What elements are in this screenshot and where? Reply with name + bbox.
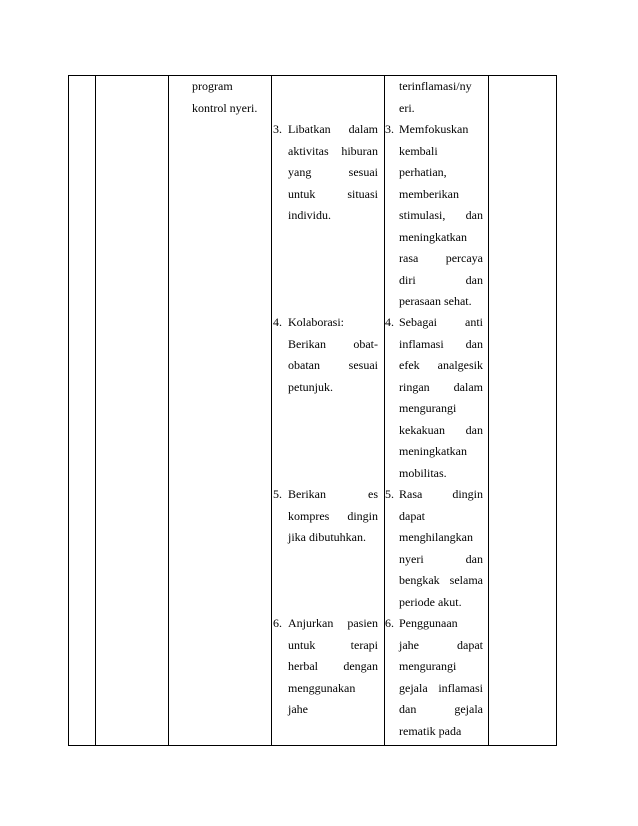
rationale-text-line: gejala inflamasi <box>399 680 483 695</box>
table-col-border <box>68 75 69 746</box>
goal-text-line: program <box>192 79 233 93</box>
rationale-text-line: meningkatkan <box>399 444 467 458</box>
rationale-text-line: meningkatkan <box>399 229 467 244</box>
intervention-text-line: Anjurkan pasien <box>288 616 378 630</box>
rationale-text-line: stimulasi, dan <box>399 208 483 222</box>
table-col-border <box>556 75 557 746</box>
table-col-border <box>488 75 489 746</box>
rationale-text-line: Sebagai anti <box>399 315 483 329</box>
table-col-border <box>271 75 272 746</box>
rationale-text-line: efek analgesik <box>399 358 483 372</box>
rationale-text-line: menghilangkan <box>399 530 473 544</box>
rationale-number: 6. <box>385 616 394 630</box>
table-bottom-border <box>68 745 557 746</box>
intervention-text-line: Berikan es <box>288 487 378 501</box>
intervention-text-line: aktivitas hiburan <box>288 143 378 158</box>
intervention-number: 5. <box>273 487 282 501</box>
intervention-text-line: untuk situasi <box>288 186 378 201</box>
rationale-text-line: memberikan <box>399 186 459 201</box>
intervention-number: 6. <box>273 616 282 630</box>
table-col-border <box>168 75 169 746</box>
intervention-text-line: untuk terapi <box>288 637 378 652</box>
intervention-text-line: kompres dingin <box>288 508 378 523</box>
table-col-border <box>95 75 96 746</box>
intervention-text-line: Libatkan dalam <box>288 122 378 136</box>
rationale-text-line: Rasa dingin <box>399 487 483 501</box>
rationale-text-line: ringan dalam <box>399 379 483 394</box>
rationale-text-line: jahe dapat <box>399 637 483 652</box>
rationale-text-line: rematik pada <box>399 723 462 738</box>
intervention-text-line: jika dibutuhkan. <box>288 530 366 544</box>
intervention-text-line: individu. <box>288 208 332 222</box>
intervention-text-line: herbal dengan <box>288 659 378 673</box>
rationale-text-line: dapat <box>399 508 425 523</box>
rationale-text-line: Memfokuskan <box>399 122 469 136</box>
goal-text-line: kontrol nyeri. <box>192 100 258 115</box>
rationale-text-line: inflamasi dan <box>399 336 483 351</box>
intervention-text-line: Kolaborasi: <box>288 315 344 329</box>
rationale-text-line: periode akut. <box>399 594 462 609</box>
rationale-text-line: bengkak selama <box>399 573 483 587</box>
intervention-text-line: menggunakan <box>288 680 356 695</box>
rationale-text-line: dan gejala <box>399 702 483 716</box>
rationale-text-line: perhatian, <box>399 165 447 179</box>
rationale-text-line: mobilitas. <box>399 465 447 480</box>
rationale-text-line: eri. <box>399 100 415 115</box>
rationale-text-line: mengurangi <box>399 401 457 415</box>
rationale-text-line: Penggunaan <box>399 616 458 630</box>
intervention-text-line: Berikan obat- <box>288 336 378 351</box>
intervention-number: 4. <box>273 315 282 329</box>
rationale-text-line: kekakuan dan <box>399 422 483 437</box>
rationale-text-line: nyeri dan <box>399 551 483 566</box>
rationale-number: 3. <box>385 122 394 136</box>
rationale-text-line: kembali <box>399 143 438 158</box>
intervention-text-line: jahe <box>288 702 308 716</box>
table-top-border <box>68 75 557 76</box>
table-col-border <box>384 75 385 746</box>
intervention-text-line: obatan sesuai <box>288 358 378 372</box>
intervention-text-line: petunjuk. <box>288 379 333 394</box>
intervention-number: 3. <box>273 122 282 136</box>
intervention-text-line: yang sesuai <box>288 165 378 179</box>
rationale-text-line: perasaan sehat. <box>399 294 472 308</box>
rationale-number: 5. <box>385 487 394 501</box>
rationale-text-line: rasa percaya <box>399 251 483 265</box>
rationale-text-line: diri dan <box>399 272 483 287</box>
rationale-text-line: terinflamasi/ny <box>399 79 472 93</box>
rationale-number: 4. <box>385 315 394 329</box>
rationale-text-line: mengurangi <box>399 659 457 673</box>
